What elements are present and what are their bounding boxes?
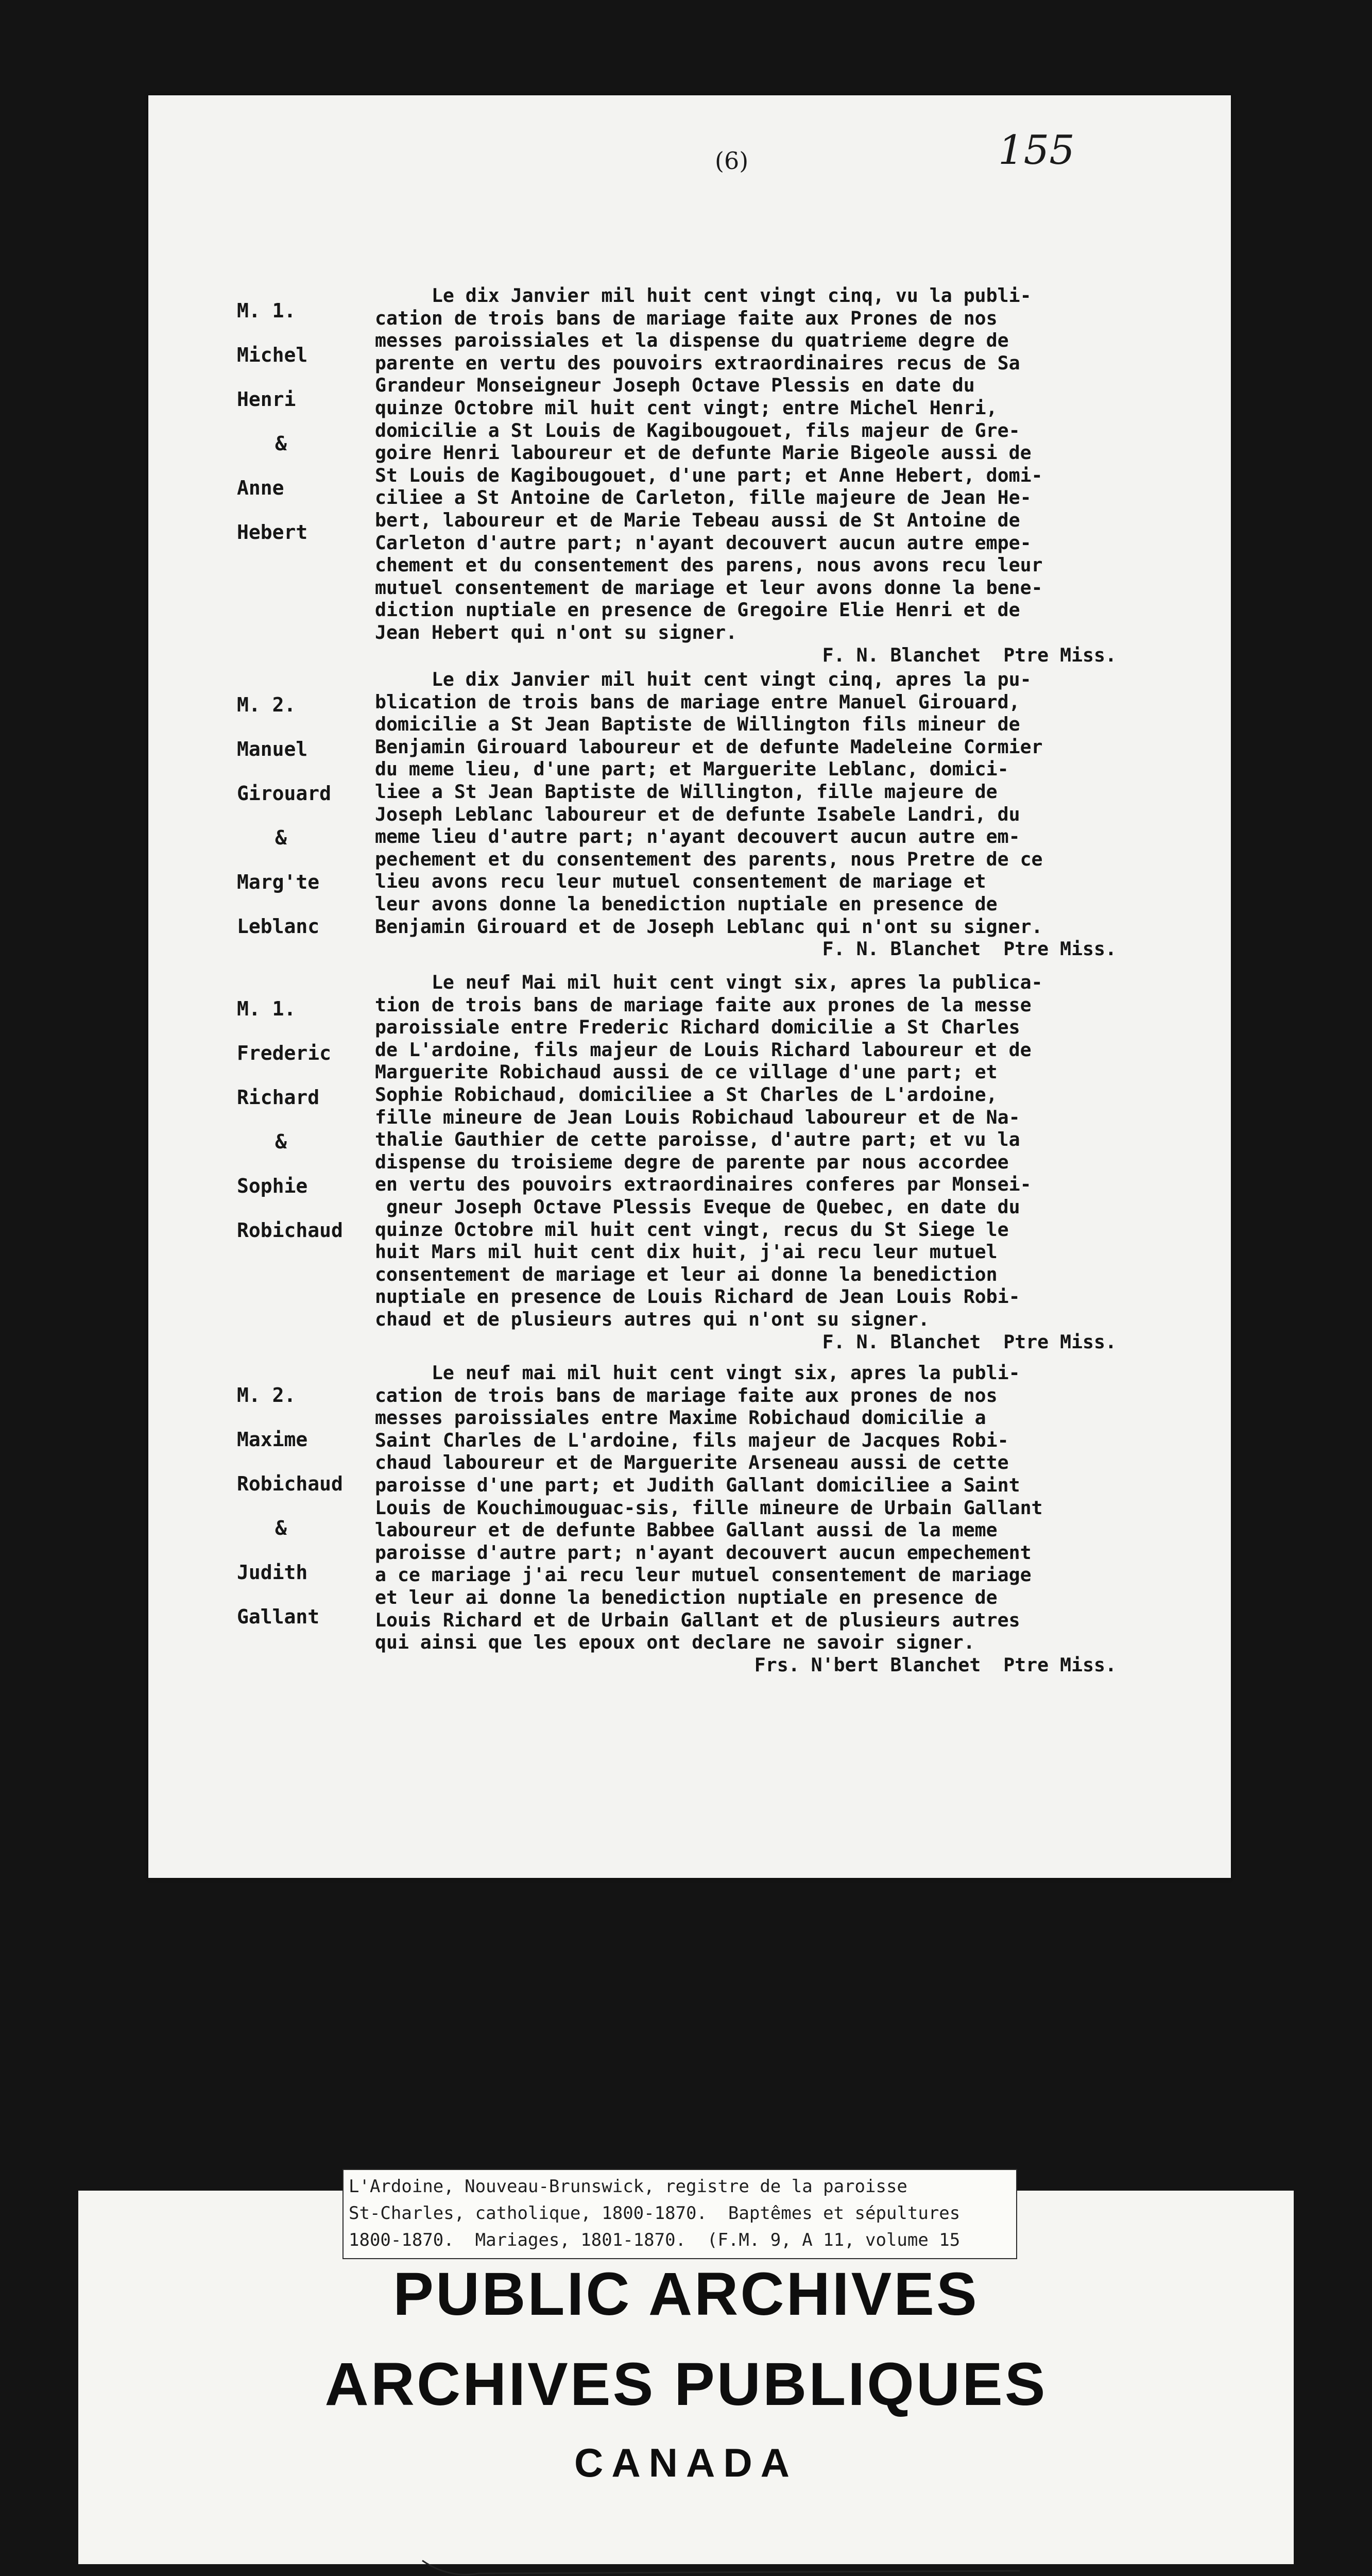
archive-title-english: PUBLIC ARCHIVES <box>393 2260 979 2328</box>
entry-line: laboureur et de defunte Babbee Gallant aussi de la meme <box>375 1519 998 1541</box>
entry-number: M. 1. <box>237 299 296 322</box>
groom-first-name: Michel <box>237 344 308 366</box>
bride-last-name: Hebert <box>237 521 308 544</box>
caption-line: 1800-1870. Mariages, 1801-1870. (F.M. 9, A 11, volume 15 <box>349 2230 961 2250</box>
register-page <box>148 95 1231 1878</box>
entry-line: paroisse d'autre part; n'ayant decouvert aucun empechement <box>375 1541 1032 1564</box>
entry-line: Le dix Janvier mil huit cent vingt cinq, apres la pu- <box>375 668 1032 690</box>
groom-last-name: Girouard <box>237 782 332 805</box>
entry-line: Jean Hebert qui n'ont su signer. <box>375 621 738 643</box>
entry-line: huit Mars mil huit cent dix huit, j'ai recu leur mutuel <box>375 1241 998 1263</box>
bride-last-name: Gallant <box>237 1605 320 1628</box>
entry-line: pechement et du consentement des parents, nous Pretre de ce <box>375 848 1043 870</box>
entry-margin <box>237 289 391 554</box>
entry-line: Carleton d'autre part; n'ayant decouvert aucun autre empe- <box>375 531 1032 554</box>
entry-line: consentement de mariage et leur ai donne la benediction <box>375 1263 998 1285</box>
entry-body <box>375 668 1220 960</box>
entry-body <box>375 284 1220 666</box>
entry-line: parente en vertu des pouvoirs extraordinaires recus de Sa <box>375 351 1020 374</box>
entry-line: Le dix Janvier mil huit cent vingt cinq, vu la publi- <box>375 284 1032 307</box>
priest-signature: F. N. Blanchet Ptre Miss. <box>822 1330 1117 1353</box>
entry-line: chaud laboureur et de Marguerite Arseneau aussi de cette <box>375 1451 1009 1474</box>
caption-line: St-Charles, catholique, 1800-1870. Baptêmes et sépultures <box>349 2203 961 2224</box>
entry-line: blication de trois bans de mariage entre Manuel Girouard, <box>375 690 1020 713</box>
entry-line: Saint Charles de L'ardoine, fils majeur de Jacques Robi- <box>375 1429 1009 1451</box>
entry-line: bert, laboureur et de Marie Tebeau aussi de St Antoine de <box>375 509 1020 531</box>
ampersand: & <box>275 1517 287 1539</box>
microfilm-caption <box>342 2169 1017 2259</box>
caption-line: L'Ardoine, Nouveau-Brunswick, registre de la paroisse <box>349 2176 907 2197</box>
entry-number: M. 2. <box>237 693 296 716</box>
entry-line: meme lieu d'autre part; n'ayant decouvert aucun autre em- <box>375 825 1020 848</box>
bride-first-name: Sophie <box>237 1175 308 1197</box>
entry-body <box>375 1362 1220 1676</box>
entry-line: qui ainsi que les epoux ont declare ne savoir signer. <box>375 1631 975 1654</box>
entry-line: Marguerite Robichaud aussi de ce village d'une part; et <box>375 1061 998 1083</box>
ampersand: & <box>275 826 287 849</box>
entry-line: et leur ai donne la benediction nuptiale en presence de <box>375 1586 998 1608</box>
ampersand: & <box>275 432 287 455</box>
entry-line: messes paroissiales et la dispense du quatrieme degre de <box>375 329 1009 352</box>
entry-number: M. 2. <box>237 1384 296 1406</box>
entry-line: Joseph Leblanc laboureur et de defunte Isabele Landri, du <box>375 803 1020 825</box>
entry-line: Grandeur Monseigneur Joseph Octave Plessis en date du <box>375 374 975 397</box>
pen-stroke-mark <box>417 2550 1025 2576</box>
archive-title-french: ARCHIVES PUBLIQUES <box>324 2350 1048 2418</box>
groom-last-name: Richard <box>237 1086 320 1109</box>
entry-line: du meme lieu, d'une part; et Marguerite Leblanc, domici- <box>375 758 1009 781</box>
entry-line: ciliee a St Antoine de Carleton, fille majeure de Jean He- <box>375 486 1032 509</box>
bride-first-name: Marg'te <box>237 871 320 893</box>
priest-signature: F. N. Blanchet Ptre Miss. <box>822 938 1117 960</box>
entry-line: quinze Octobre mil huit cent vingt; entre Michel Henri, <box>375 396 998 419</box>
entry-line: Le neuf mai mil huit cent vingt six, apres la publi- <box>375 1362 1020 1384</box>
entry-line: cation de trois bans de mariage faite aux prones de nos <box>375 1384 998 1406</box>
entry-line: liee a St Jean Baptiste de Willington, fille majeure de <box>375 780 998 803</box>
entry-line: thalie Gauthier de cette paroisse, d'autre part; et vu la <box>375 1128 1020 1151</box>
entry-line: domicilie a St Louis de Kagibougouet, fils majeur de Gre- <box>375 419 1020 442</box>
bride-last-name: Robichaud <box>237 1219 343 1242</box>
archive-country: CANADA <box>574 2440 798 2485</box>
page-marker: (6) <box>715 147 749 175</box>
bride-first-name: Anne <box>237 477 284 499</box>
entry-line: diction nuptiale en presence de Gregoire Elie Henri et de <box>375 599 1020 621</box>
entry-line: paroisse d'une part; et Judith Gallant domiciliee a Saint <box>375 1473 1020 1496</box>
entry-line: dispense du troisieme degre de parente par nous accordee <box>375 1150 1009 1173</box>
entry-line: Louis Richard et de Urbain Gallant et de plusieurs autres <box>375 1608 1020 1631</box>
entry-line: nuptiale en presence de Louis Richard de Jean Louis Robi- <box>375 1285 1020 1308</box>
ampersand: & <box>275 1130 287 1153</box>
entry-line: St Louis de Kagibougouet, d'une part; et Anne Hebert, domi- <box>375 464 1043 486</box>
entry-line: chement et du consentement des parens, nous avons recu leur <box>375 554 1043 577</box>
entry-line: mutuel consentement de mariage et leur avons donne la bene- <box>375 576 1043 599</box>
entry-margin <box>237 1373 391 1639</box>
entry-line: domicilie a St Jean Baptiste de Willington fils mineur de <box>375 713 1020 736</box>
entry-line: cation de trois bans de mariage faite aux Prones de nos <box>375 307 998 329</box>
entry-line: goire Henri laboureur et de defunte Marie Bigeole aussi de <box>375 442 1032 464</box>
entry-line: tion de trois bans de mariage faite aux prones de la messe <box>375 993 1032 1016</box>
entry-line: Le neuf Mai mil huit cent vingt six, apres la publica- <box>375 971 1043 993</box>
priest-signature: F. N. Blanchet Ptre Miss. <box>822 643 1117 666</box>
entry-line: quinze Octobre mil huit cent vingt, recus du St Siege le <box>375 1218 1009 1241</box>
groom-last-name: Henri <box>237 388 296 411</box>
entry-line: de L'ardoine, fils majeur de Louis Richard laboureur et de <box>375 1038 1032 1061</box>
groom-first-name: Manuel <box>237 738 308 760</box>
entry-line: fille mineure de Jean Louis Robichaud laboureur et de Na- <box>375 1106 1020 1128</box>
folio-number: 155 <box>998 127 1075 174</box>
bride-last-name: Leblanc <box>237 915 320 938</box>
entry-line: Benjamin Girouard laboureur et de defunte Madeleine Cormier <box>375 735 1043 758</box>
entry-line: paroissiale entre Frederic Richard domicilie a St Charles <box>375 1016 1020 1039</box>
priest-signature: Frs. N'bert Blanchet Ptre Miss. <box>754 1653 1117 1676</box>
entry-margin <box>237 683 391 948</box>
entry-line: lieu avons recu leur mutuel consentement de mariage et <box>375 870 986 893</box>
entry-line: a ce mariage j'ai recu leur mutuel consentement de mariage <box>375 1564 1032 1586</box>
entry-line: leur avons donne la benediction nuptiale en presence de <box>375 892 998 915</box>
bride-first-name: Judith <box>237 1561 308 1584</box>
entry-line: messes paroissiales entre Maxime Robichaud domicilie a <box>375 1406 986 1429</box>
groom-first-name: Frederic <box>237 1042 332 1064</box>
entry-number: M. 1. <box>237 997 296 1020</box>
entry-line: chaud et de plusieurs autres qui n'ont su signer. <box>375 1308 930 1330</box>
entry-line: Louis de Kouchimouguac-sis, fille mineure de Urbain Gallant <box>375 1496 1043 1519</box>
entry-line: Sophie Robichaud, domiciliee a St Charles de L'ardoine, <box>375 1083 998 1106</box>
entry-margin <box>237 987 391 1252</box>
groom-first-name: Maxime <box>237 1428 308 1451</box>
entry-body <box>375 971 1220 1353</box>
entry-line: Benjamin Girouard et de Joseph Leblanc qui n'ont su signer. <box>375 915 1043 938</box>
entry-line: en vertu des pouvoirs extraordinaires conferes par Monsei- <box>375 1173 1032 1196</box>
entry-line: gneur Joseph Octave Plessis Eveque de Quebec, en date du <box>375 1195 1020 1218</box>
groom-last-name: Robichaud <box>237 1472 343 1495</box>
